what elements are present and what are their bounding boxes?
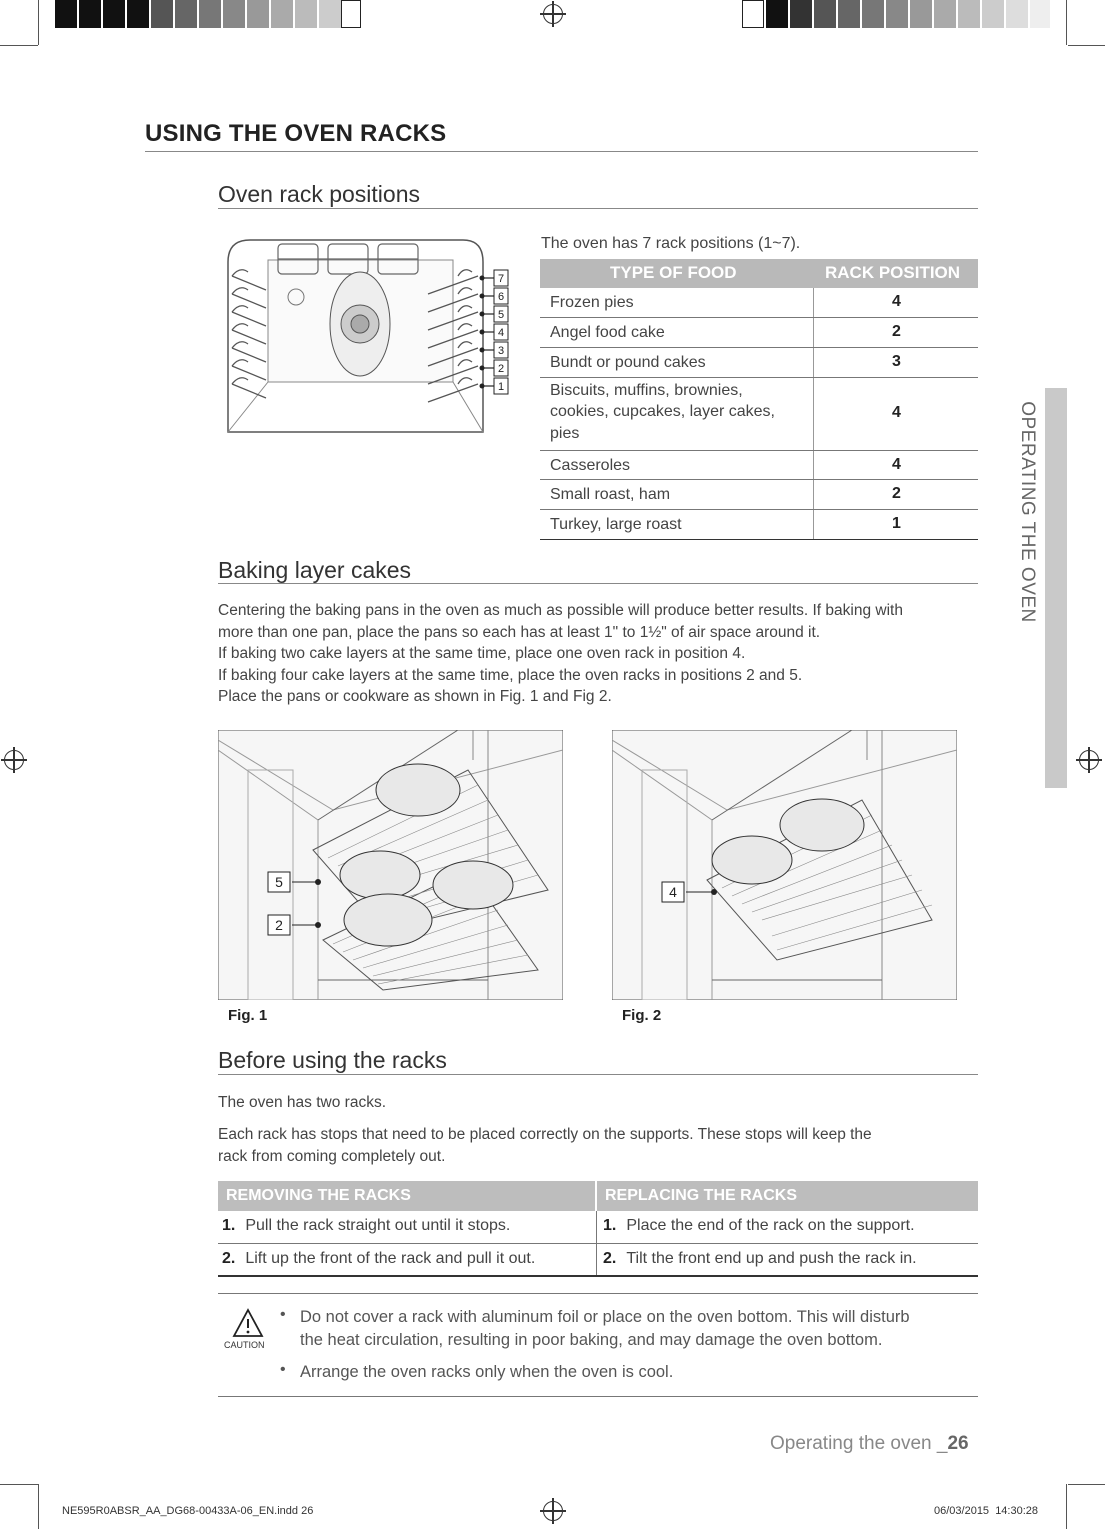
footer-section-name: Operating the oven _ bbox=[770, 1433, 948, 1454]
paragraph-line: rack from coming completely out. bbox=[218, 1147, 446, 1165]
crop-mark bbox=[0, 45, 38, 46]
fig2-label: Fig. 2 bbox=[622, 1007, 662, 1024]
replacing-racks-header bbox=[597, 1181, 978, 1211]
registration-mark-icon bbox=[4, 750, 24, 770]
table-row bbox=[540, 451, 978, 480]
removing-step bbox=[222, 1250, 535, 1268]
rack-callout: 2 bbox=[275, 917, 283, 933]
paragraph-line: Centering the baking pans in the oven as much as possible will produce better results. If baking with bbox=[218, 602, 903, 619]
crop-mark bbox=[0, 1484, 38, 1485]
step-number: 1. bbox=[222, 1217, 236, 1234]
page-number: 26 bbox=[947, 1433, 969, 1454]
table-row-divider bbox=[218, 1243, 978, 1244]
column-header-position: RACK POSITION bbox=[825, 263, 961, 282]
step-number: 2. bbox=[603, 1250, 617, 1267]
food-type: Casseroles bbox=[550, 457, 631, 474]
caution-text: Do not cover a rack with aluminum foil or place on the oven bottom. This will disturb bbox=[300, 1308, 910, 1326]
caution-triangle-icon bbox=[232, 1308, 264, 1338]
step-number: 2. bbox=[222, 1250, 236, 1267]
rack-number-label: 2 bbox=[497, 363, 505, 375]
registration-mark-icon bbox=[543, 4, 563, 24]
removing-racks-title: REMOVING THE RACKS bbox=[226, 1187, 411, 1204]
rack-position: 2 bbox=[892, 485, 901, 502]
table-row bbox=[540, 318, 978, 348]
food-type: Bundt or pound cakes bbox=[550, 354, 706, 371]
table-row bbox=[540, 348, 978, 378]
print-date bbox=[934, 1505, 1038, 1517]
file-slug: NE595R0ABSR_AA_DG68-00433A-06_EN.indd 26 bbox=[62, 1505, 314, 1517]
crop-mark bbox=[1066, 0, 1067, 45]
replacing-step bbox=[603, 1217, 915, 1235]
bullet-icon: • bbox=[280, 1361, 286, 1378]
caution-text: the heat circulation, resulting in poor baking, and may damage the oven bottom. bbox=[300, 1331, 883, 1349]
section-rule bbox=[218, 1074, 978, 1075]
rack-position: 2 bbox=[892, 323, 901, 340]
print-date-value: 06/03/2015 bbox=[934, 1505, 990, 1517]
paragraph-line: If baking two cake layers at the same time, place one oven rack in position 4. bbox=[218, 645, 746, 662]
table-row bbox=[540, 510, 978, 540]
caution-text: Arrange the oven racks only when the oven is cool. bbox=[300, 1363, 674, 1381]
title-rule bbox=[145, 151, 978, 152]
table-row bbox=[540, 480, 978, 510]
crop-mark bbox=[1066, 1484, 1067, 1529]
caution-label: CAUTION bbox=[224, 1340, 265, 1350]
print-color-bar-left bbox=[55, 0, 363, 30]
paragraph-line: more than one pan, place the pans so each has at least 1" to 1½" of air space around it. bbox=[218, 623, 821, 641]
removing-step bbox=[222, 1217, 510, 1235]
crop-mark bbox=[1068, 45, 1105, 46]
crop-mark bbox=[38, 1484, 39, 1529]
table-row bbox=[540, 378, 978, 451]
step-number: 1. bbox=[603, 1217, 617, 1234]
food-type: pies bbox=[550, 425, 580, 442]
rack-number-label: 7 bbox=[497, 273, 505, 285]
table-row bbox=[540, 288, 978, 318]
table-header bbox=[540, 259, 978, 288]
crop-mark bbox=[1068, 1484, 1105, 1485]
rack-number-label: 6 bbox=[497, 291, 505, 303]
replacing-step bbox=[603, 1250, 917, 1268]
registration-mark-icon bbox=[543, 1501, 563, 1521]
rack-number-label: 5 bbox=[497, 309, 505, 321]
chapter-side-label bbox=[1014, 392, 1040, 632]
caution-box bbox=[218, 1293, 978, 1397]
fig1-label: Fig. 1 bbox=[228, 1007, 268, 1024]
print-color-bar-right bbox=[742, 0, 1050, 30]
section-heading-rack-positions: Oven rack positions bbox=[218, 181, 420, 207]
step-text: Place the end of the rack on the support. bbox=[626, 1217, 915, 1234]
rack-callout: 5 bbox=[275, 874, 283, 890]
rack-number-label: 1 bbox=[497, 381, 505, 393]
food-type: Biscuits, muffins, brownies, bbox=[550, 382, 743, 399]
section-heading-before-using: Before using the racks bbox=[218, 1047, 447, 1073]
rack-position: 3 bbox=[892, 353, 901, 370]
paragraph-line: If baking four cake layers at the same time, place the oven racks in positions 2 and 5. bbox=[218, 666, 803, 684]
paragraph-line: Place the pans or cookware as shown in Fig. 1 and Fig 2. bbox=[218, 688, 612, 705]
section-rule bbox=[218, 208, 978, 209]
food-type: Frozen pies bbox=[550, 294, 634, 311]
step-text: Tilt the front end up and push the rack in. bbox=[626, 1250, 917, 1267]
chapter-side-tab bbox=[1045, 388, 1067, 788]
rack-position: 4 bbox=[892, 293, 901, 310]
removing-racks-header bbox=[218, 1181, 595, 1211]
step-text: Lift up the front of the rack and pull it out. bbox=[245, 1250, 536, 1267]
food-type: cookies, cupcakes, layer cakes, bbox=[550, 403, 775, 420]
racks-count-text: The oven has two racks. bbox=[218, 1094, 386, 1111]
section-heading-baking-cakes: Baking layer cakes bbox=[218, 557, 412, 583]
rack-callout: 4 bbox=[669, 884, 677, 900]
page-title: USING THE OVEN RACKS bbox=[145, 120, 447, 147]
baking-paragraph bbox=[218, 600, 988, 708]
crop-mark bbox=[38, 0, 39, 45]
page-footer bbox=[770, 1433, 969, 1455]
table-bottom-rule bbox=[218, 1275, 978, 1277]
bullet-icon: • bbox=[280, 1306, 286, 1323]
rack-number-label: 3 bbox=[497, 345, 505, 357]
registration-mark-icon bbox=[1079, 750, 1099, 770]
food-type: Small roast, ham bbox=[550, 486, 671, 503]
rack-position: 1 bbox=[892, 515, 901, 532]
food-type: Angel food cake bbox=[550, 324, 665, 341]
fig1-oven-illustration bbox=[218, 730, 563, 1000]
rack-position: 4 bbox=[892, 404, 901, 421]
step-text: Pull the rack straight out until it stops. bbox=[245, 1217, 511, 1234]
food-type: Turkey, large roast bbox=[550, 516, 682, 533]
replacing-racks-title: REPLACING THE RACKS bbox=[605, 1187, 798, 1204]
rack-positions-intro: The oven has 7 rack positions (1~7). bbox=[541, 235, 801, 252]
chapter-side-text: OPERATING THE OVEN bbox=[1017, 401, 1038, 623]
column-header-food: TYPE OF FOOD bbox=[610, 263, 737, 282]
rack-number-label: 4 bbox=[497, 327, 505, 339]
paragraph-line: Each rack has stops that need to be placed correctly on the supports. These stops will keep the bbox=[218, 1126, 872, 1143]
fig2-oven-illustration bbox=[612, 730, 957, 1000]
racks-stops-paragraph bbox=[218, 1124, 988, 1167]
print-time-value: 14:30:28 bbox=[995, 1505, 1039, 1517]
oven-rack-positions-diagram bbox=[218, 232, 514, 442]
section-rule bbox=[218, 583, 978, 584]
rack-position: 4 bbox=[892, 456, 901, 473]
